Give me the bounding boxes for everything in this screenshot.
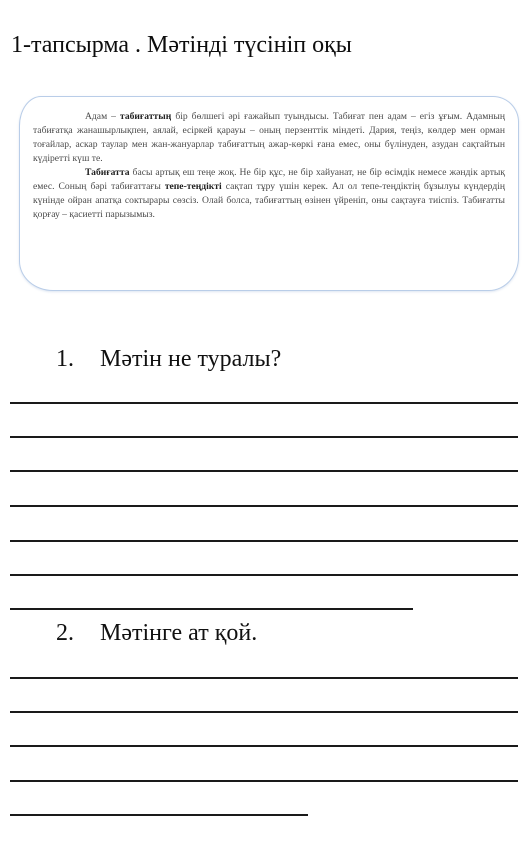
question-1	[56, 343, 281, 375]
question-text: Мәтін не туралы?	[100, 346, 282, 372]
answer-line[interactable]	[10, 814, 308, 816]
bold-term: Табиғатта	[85, 167, 130, 178]
reading-paragraph-1	[33, 110, 505, 166]
question-number: 2.	[56, 620, 74, 646]
text-run: бір бөлшегі әрі ғажайып туындысы. Табиғат пен адам – егіз ұғым. Адамның табиғатқа жанашырлықпен, аялай, есіркей қарауы – оның перзенттік міндеті. Дария, теңіз, көлдер мен орман тоғайлар, аскар таулар мен жан-жануарлар табиғаттың ажар-көркі ғана емес, оны бүлінуден, азудан сақтайтын күдіретті күш те.	[33, 111, 505, 164]
answer-line[interactable]	[10, 780, 518, 782]
answer-line[interactable]	[10, 505, 518, 507]
answer-line[interactable]	[10, 436, 518, 438]
bold-term: тепе-теңдікті	[164, 181, 222, 192]
text-run: Адам –	[85, 111, 120, 122]
task-title: 1-тапсырма . Мәтінді түсініп оқы	[11, 32, 352, 58]
reading-paragraph-2	[33, 166, 505, 222]
answer-line[interactable]	[10, 677, 518, 679]
answer-line[interactable]	[10, 574, 518, 576]
question-number: 1.	[56, 346, 74, 372]
bold-term: табиғаттың	[119, 111, 172, 122]
answer-line[interactable]	[10, 608, 413, 610]
answer-line[interactable]	[10, 470, 518, 472]
answer-line[interactable]	[10, 402, 518, 404]
text-run: сақтап тұру үшін керек. Ал ол тепе-теңдіктің бұзылуы күндердің күнінде ойран апатқа соктырары сөзсіз. Олай болса, табиғаттың өзінен үйреніп, оны сақтауға тиіспіз. Табиғатты қорғау – қасиетті парызымыз.	[33, 181, 505, 220]
answer-line[interactable]	[10, 711, 518, 713]
text-run: басы артық еш теңе жоқ. Не бір құс, не бір хайуанат, не бір өсімдік немесе жәндік артық емес. Соның бәрі табиғаттағы	[33, 167, 505, 192]
answer-line[interactable]	[10, 540, 518, 542]
reading-text-box	[19, 96, 519, 291]
question-2	[56, 617, 257, 649]
answer-line[interactable]	[10, 745, 518, 747]
question-text: Мәтінге ат қой.	[100, 620, 258, 646]
reading-text	[33, 110, 505, 222]
